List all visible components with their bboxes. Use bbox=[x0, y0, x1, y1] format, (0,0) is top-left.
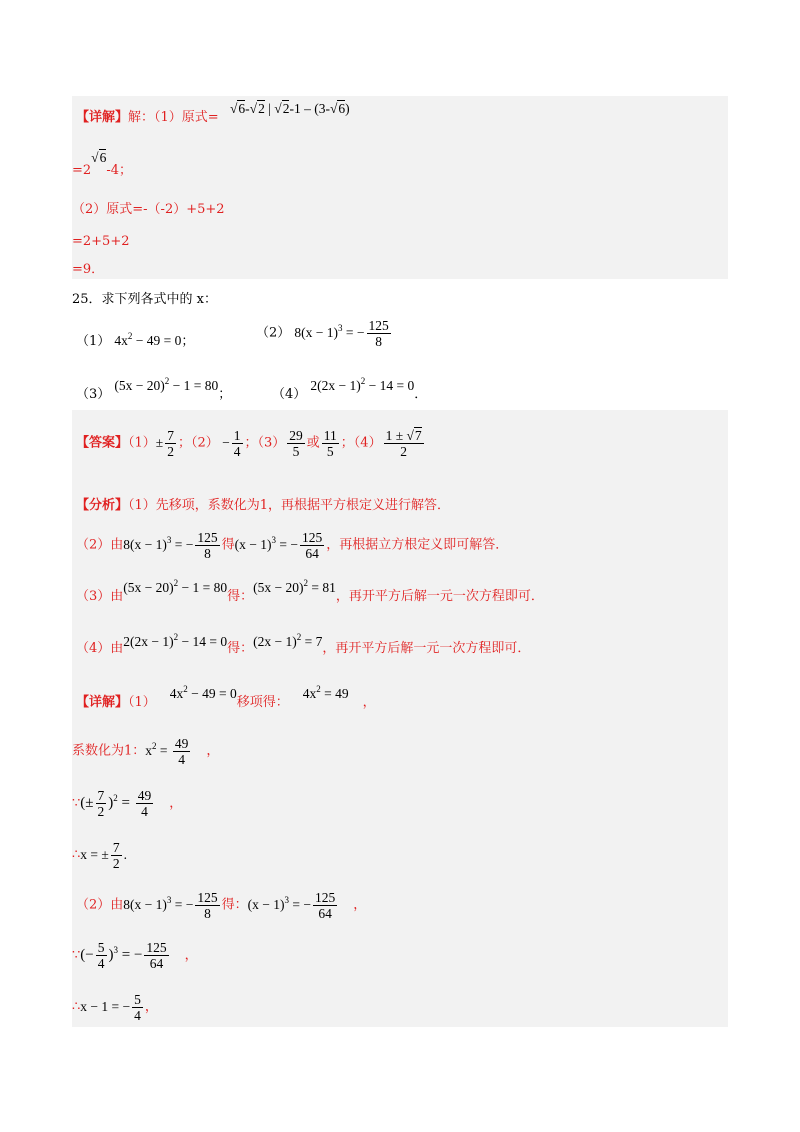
detail-line-3: （2）原式=-（-2）+5+2 bbox=[72, 202, 225, 217]
answer-or: 或 bbox=[306, 435, 320, 451]
analysis-3-pre: （3）由 bbox=[76, 589, 124, 604]
part-1-label: （1） bbox=[76, 334, 111, 349]
detail-3-eq: (± $\frac{7}{2}$ )$^2$ = $\frac{49}{4}$ bbox=[80, 788, 152, 819]
because-symbol: ∵ bbox=[72, 947, 81, 963]
analysis-3-post: ，再开平方后解一元一次方程即可． bbox=[335, 589, 544, 604]
analysis-4-eq1: $2(2x - 1)^2 - 14 = 0$ bbox=[123, 632, 228, 649]
part-3-label: （3） bbox=[76, 387, 111, 402]
analysis-3-eq1: $(5x - 20)^2 - 1 = 80$ bbox=[123, 578, 228, 595]
semicolon: ； bbox=[218, 387, 232, 402]
detail-4-eq: x = ± $\frac{7}{2}$ . bbox=[80, 840, 127, 871]
comma: ， bbox=[184, 947, 198, 963]
analysis-line-3 bbox=[76, 578, 544, 605]
detail-line-1 bbox=[76, 684, 376, 711]
analysis-2-pre: （2）由 bbox=[76, 537, 124, 553]
detail-line-5 bbox=[76, 890, 366, 921]
detail-tag: 【详解】 bbox=[76, 695, 129, 710]
period: ． bbox=[414, 387, 428, 402]
analysis-2-eq2: $(x - 1)^3$ = − $\frac{125}{64}$ bbox=[234, 530, 323, 561]
analysis-3-eq2: $(5x - 20)^2 = 81$ bbox=[253, 578, 336, 595]
detail-line-4 bbox=[72, 840, 127, 871]
detail-line-1 bbox=[76, 110, 219, 126]
detail-line-7 bbox=[72, 992, 158, 1023]
line2-start: =2 bbox=[72, 163, 92, 178]
analysis-step-1: （1）先移项，系数化为1，再根据平方根定义进行解答． bbox=[128, 498, 451, 513]
analysis-2-eq1: $8(x - 1)^3$ = − $\frac{125}{8}$ bbox=[123, 530, 218, 561]
analysis-line-2 bbox=[76, 530, 508, 561]
detail-line-6 bbox=[72, 940, 198, 971]
expression-1: √6-√2 | √2-1 – (3-√6) bbox=[230, 101, 350, 116]
detail-5-eq2: $(x - 1)^3$ = − $\frac{125}{64}$ bbox=[247, 890, 336, 921]
answer-4: $\frac{1 \pm √7}{2}$ bbox=[385, 428, 422, 459]
comma: ， bbox=[206, 743, 220, 759]
detail-6-eq: (− $\frac{5}{4}$ )$^3$ = − $\frac{125}{64}$ bbox=[80, 940, 167, 971]
detail-5-eq1: $8(x - 1)^3$ = − $\frac{125}{8}$ bbox=[123, 890, 218, 921]
analysis-4-pre: （4）由 bbox=[76, 641, 124, 656]
analysis-line-4 bbox=[76, 632, 531, 657]
answer-1: ± $\frac{7}{2}$ bbox=[155, 428, 174, 459]
answer-2: − $\frac{1}{4}$ bbox=[218, 428, 241, 459]
analysis-2-mid: 得 bbox=[221, 537, 235, 553]
answer-3b: $\frac{11}{5}$ bbox=[323, 428, 337, 459]
detail-1-eq2: $4x^2 = 49$ bbox=[302, 684, 349, 701]
detail-2-pre: 系数化为1： bbox=[72, 743, 146, 759]
sqrt6: √6 bbox=[91, 150, 107, 165]
detail-line-2 bbox=[72, 150, 133, 179]
answer-4-label: ；（4） bbox=[340, 435, 382, 451]
answer-2-label: ；（2） bbox=[177, 435, 219, 451]
detail-1-mid: 移项得： bbox=[236, 695, 289, 710]
detail-2-eq: $x^2$ = $\frac{49}{4}$ bbox=[145, 736, 189, 767]
analysis-2-post: ，再根据立方根定义即可解答． bbox=[326, 537, 509, 553]
comma: ， bbox=[144, 999, 158, 1015]
problem-part-3 bbox=[76, 376, 232, 402]
detail-line-4: =2+5+2 bbox=[72, 234, 130, 249]
detail-1-eq1: $4x^2 - 49 = 0$ bbox=[169, 684, 237, 701]
because-symbol: ∵ bbox=[72, 795, 81, 811]
analysis-line-1 bbox=[76, 498, 450, 514]
equation-4: $2(2x - 1)^2 - 14 = 0$ bbox=[310, 376, 415, 393]
detail-text: 解：（1）原式= bbox=[128, 110, 219, 125]
therefore-symbol: ∴ bbox=[72, 999, 81, 1015]
answer-3-label: ；（3） bbox=[244, 435, 286, 451]
line2-end: -4； bbox=[106, 163, 133, 178]
part-4-label: （4） bbox=[272, 387, 307, 402]
problem-part-2 bbox=[256, 318, 393, 349]
semicolon: ； bbox=[181, 334, 195, 349]
equation-3: $(5x - 20)^2 - 1 = 80$ bbox=[114, 376, 219, 393]
detail-line-2 bbox=[72, 736, 219, 767]
comma: ， bbox=[353, 897, 367, 913]
comma: ， bbox=[362, 695, 376, 710]
therefore-symbol: ∴ bbox=[72, 847, 81, 863]
part-2-label: （2） bbox=[256, 325, 291, 341]
problem-part-4 bbox=[272, 376, 428, 402]
problem-part-1 bbox=[76, 333, 194, 350]
solution-panel-1 bbox=[72, 96, 728, 279]
problem-title: 25．求下列各式中的 x： bbox=[72, 292, 218, 307]
detail-line-5: =9． bbox=[72, 262, 105, 277]
answer-line bbox=[76, 428, 426, 459]
answer-1-label: （1） bbox=[128, 435, 156, 451]
equation-1: $4x^2 - 49 = 0$ bbox=[114, 331, 182, 348]
detail-line-3 bbox=[72, 788, 182, 819]
detail-7-eq: x − 1 = − $\frac{5}{4}$ bbox=[80, 992, 141, 1023]
comma: ， bbox=[169, 795, 183, 811]
detail-5-mid: 得： bbox=[221, 897, 248, 913]
analysis-tag: 【分析】 bbox=[76, 498, 129, 513]
analysis-4-mid: 得： bbox=[227, 641, 254, 656]
answer-3a: $\frac{29}{5}$ bbox=[289, 428, 303, 459]
analysis-4-eq2: $(2x - 1)^2 = 7$ bbox=[253, 632, 323, 649]
equation-2: $8(x - 1)^3$ = − $\frac{125}{8}$ bbox=[294, 318, 389, 349]
solution-panel-2 bbox=[72, 410, 728, 1027]
answer-tag: 【答案】 bbox=[76, 435, 129, 451]
analysis-3-mid: 得： bbox=[227, 589, 254, 604]
detail-5-pre: （2）由 bbox=[76, 897, 124, 913]
detail-1-pre: （1） bbox=[128, 695, 156, 710]
detail-tag: 【详解】 bbox=[76, 110, 129, 125]
analysis-4-post: ，再开平方后解一元一次方程即可． bbox=[322, 641, 531, 656]
